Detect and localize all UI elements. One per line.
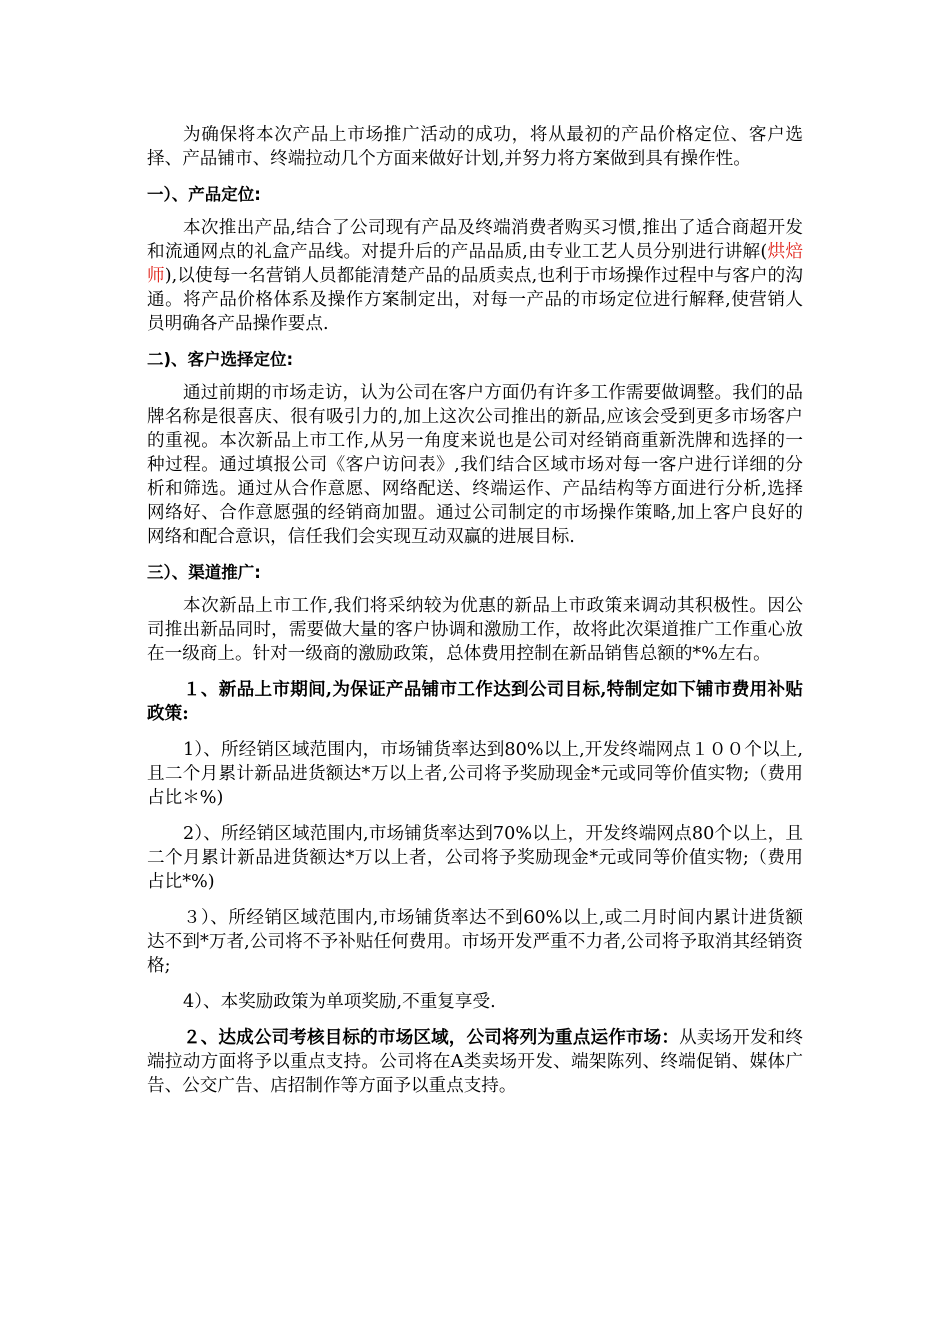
channel-promotion-paragraph: 本次新品上市工作,我们将采纳较为优惠的新品上市政策来调动其积极性。因公司推出新品同时，需要做大量的客户协调和激励工作，故将此次渠道推广工作重心放在一级商上。针对一级商的激励政策，总体费用控制在新品销售总额的*%左右。 xyxy=(147,596,803,664)
section-heading-customer-selection: 二)、客户选择定位: xyxy=(147,350,294,369)
product-positioning-paragraph xyxy=(147,216,803,336)
document-body xyxy=(147,123,803,1098)
subsidy-policy-heading: １、新品上市期间,为保证产品铺市工作达到公司目标,特制定如下铺市费用补贴政策: xyxy=(147,679,803,724)
key-market-paragraph xyxy=(147,1026,803,1098)
key-market-heading: ２、达成公司考核目标的市场区域，公司将列为重点运作市场： xyxy=(183,1027,680,1048)
policy-item: 1）、所经销区域范围内，市场铺货率达到80%以上,开发终端网点１００个以上,且二个月累计新品进货额达*万以上者,公司将予奖励现金*元或同等价值实物;（费用占比＊%) xyxy=(147,740,803,808)
paragraph-text: ),以使每一名营销人员都能清楚产品的品质卖点,也利于市场操作过程中与客户的沟通。将产品价格体系及操作方案制定出，对每一产品的市场定位进行解释,使营销人员明确各产品操作要点. xyxy=(147,266,803,334)
customer-selection-paragraph: 通过前期的市场走访，认为公司在客户方面仍有许多工作需要做调整。我们的品牌名称是很喜庆、很有吸引力的,加上这次公司推出的新品,应该会受到更多市场客户的重视。本次新品上市工作,从另一角度来说也是公司对经销商重新洗牌和选择的一种过程。通过填报公司《客户访问表》,我们结合区域市场对每一客户进行详细的分析和筛选。通过从合作意愿、网络配送、终端运作、产品结构等方面进行分析,选择网络好、合作意愿强的经销商加盟。通过公司制定的市场操作策略,加上客户良好的网络和配合意识，信任我们会实现互动双赢的进展目标. xyxy=(147,383,803,547)
intro-paragraph: 为确保将本次产品上市场推广活动的成功，将从最初的产品价格定位、客户选择、产品铺市、终端拉动几个方面来做好计划,并努力将方案做到具有操作性。 xyxy=(147,125,803,169)
policy-item: 2）、所经销区域范围内,市场铺货率达到70%以上，开发终端网点80个以上，且二个月累计新品进货额达*万以上者，公司将予奖励现金*元或同等价值实物;（费用占比*%) xyxy=(147,824,803,892)
key-market-text: 从卖场开发和终端拉动方面将予以重点支持。公司将在A类卖场开发、端架陈列、终端促销、媒体广告、公交广告、店招制作等方面予以重点支持。 xyxy=(147,1028,803,1096)
policy-item: ３）、所经销区域范围内,市场铺货率达不到60%以上,或二月时间内累计进货额达不到*万者,公司将不予补贴任何费用。市场开发严重不力者,公司将予取消其经销资格; xyxy=(147,908,803,976)
section-heading-product-positioning: 一）、产品定位: xyxy=(147,185,261,204)
policy-item: 4）、本奖励政策为单项奖励,不重复享受. xyxy=(183,992,496,1012)
section-heading-channel-promotion: 三）、渠道推广: xyxy=(147,563,261,582)
paragraph-text: 本次推出产品,结合了公司现有产品及终端消费者购买习惯,推出了适合商超开发和流通网点的礼盒产品线。对提升后的产品品质,由专业工艺人员分别进行讲解( xyxy=(147,218,803,262)
highlighted-term: 烘焙师 xyxy=(147,242,803,286)
